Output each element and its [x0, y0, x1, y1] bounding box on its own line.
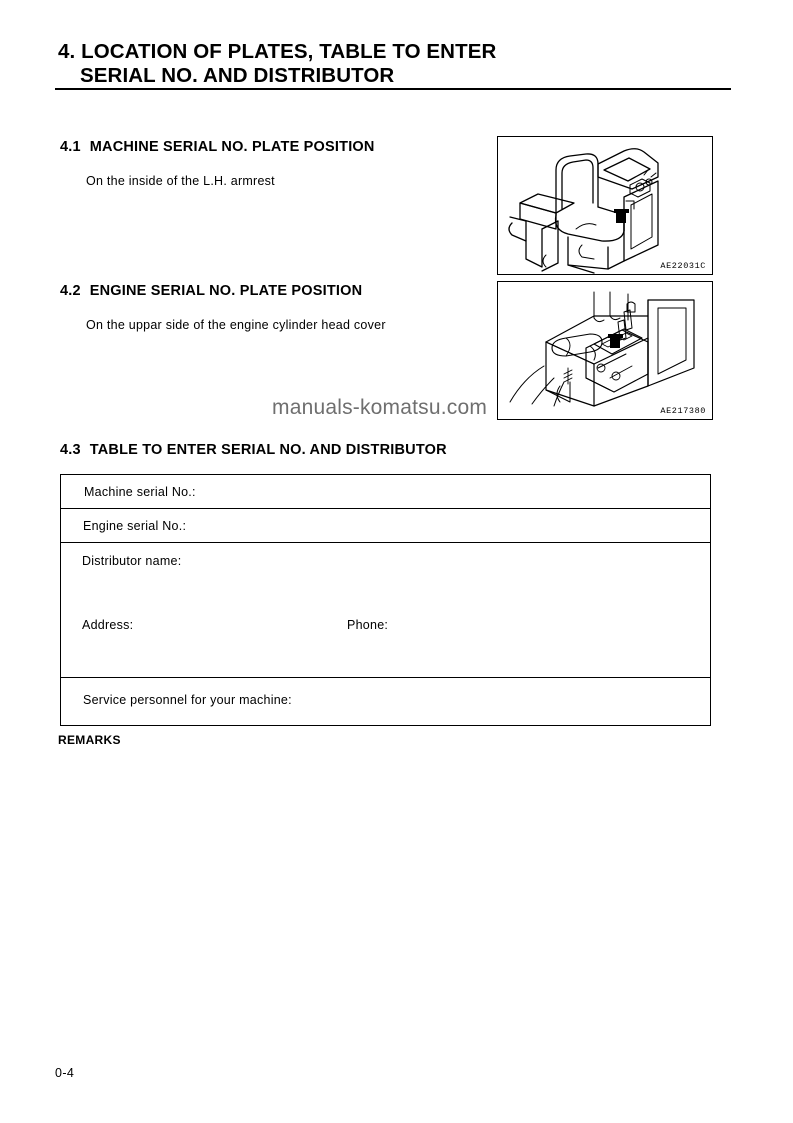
- section-heading-4-1: [60, 139, 375, 155]
- serial-entry-table: [60, 474, 711, 726]
- section-heading-4-2: [60, 283, 362, 299]
- figure-engine-serial-plate: [497, 281, 713, 420]
- table-row[interactable]: [61, 509, 710, 543]
- table-row[interactable]: [61, 543, 710, 678]
- table-row[interactable]: [61, 678, 710, 725]
- section-title-4-2: ENGINE SERIAL NO. PLATE POSITION: [89, 283, 363, 299]
- engine-cylinder-head-icon: [498, 282, 712, 419]
- section-number-4-3: 4.3: [60, 442, 81, 458]
- address-label: Address:: [82, 618, 134, 632]
- service-personnel-label: Service personnel for your machine:: [83, 693, 292, 707]
- section-title-4-1: MACHINE SERIAL NO. PLATE POSITION: [89, 139, 375, 155]
- table-row[interactable]: [61, 475, 710, 509]
- section-body-4-1: On the inside of the L.H. armrest: [86, 174, 275, 188]
- figure-code-1: AE22031C: [660, 261, 706, 271]
- page-title-line-2: SERIAL NO. AND DISTRIBUTOR: [80, 64, 395, 88]
- section-title-4-3: TABLE TO ENTER SERIAL NO. AND DISTRIBUTOR: [89, 442, 447, 458]
- section-number-4-1: 4.1: [60, 139, 81, 155]
- operator-seat-armrest-icon: [498, 137, 712, 274]
- engine-serial-label: Engine serial No.:: [83, 519, 187, 533]
- header-divider: [55, 88, 731, 90]
- figure-code-2: AE217380: [660, 406, 706, 416]
- page-number: 0-4: [55, 1066, 75, 1080]
- phone-label: Phone:: [347, 618, 389, 632]
- section-number-4-2: 4.2: [60, 283, 81, 299]
- page-title: [58, 40, 678, 88]
- section-body-4-2: On the uppar side of the engine cylinder head cover: [86, 318, 386, 332]
- section-heading-4-3: [60, 442, 447, 458]
- page-title-line-1: 4. LOCATION OF PLATES, TABLE TO ENTER: [58, 40, 497, 63]
- distributor-name-label: Distributor name:: [82, 554, 182, 568]
- figure-machine-serial-plate: [497, 136, 713, 275]
- watermark: manuals-komatsu.com: [272, 396, 488, 419]
- remarks-label: REMARKS: [58, 733, 121, 747]
- machine-serial-label: Machine serial No.:: [84, 485, 196, 499]
